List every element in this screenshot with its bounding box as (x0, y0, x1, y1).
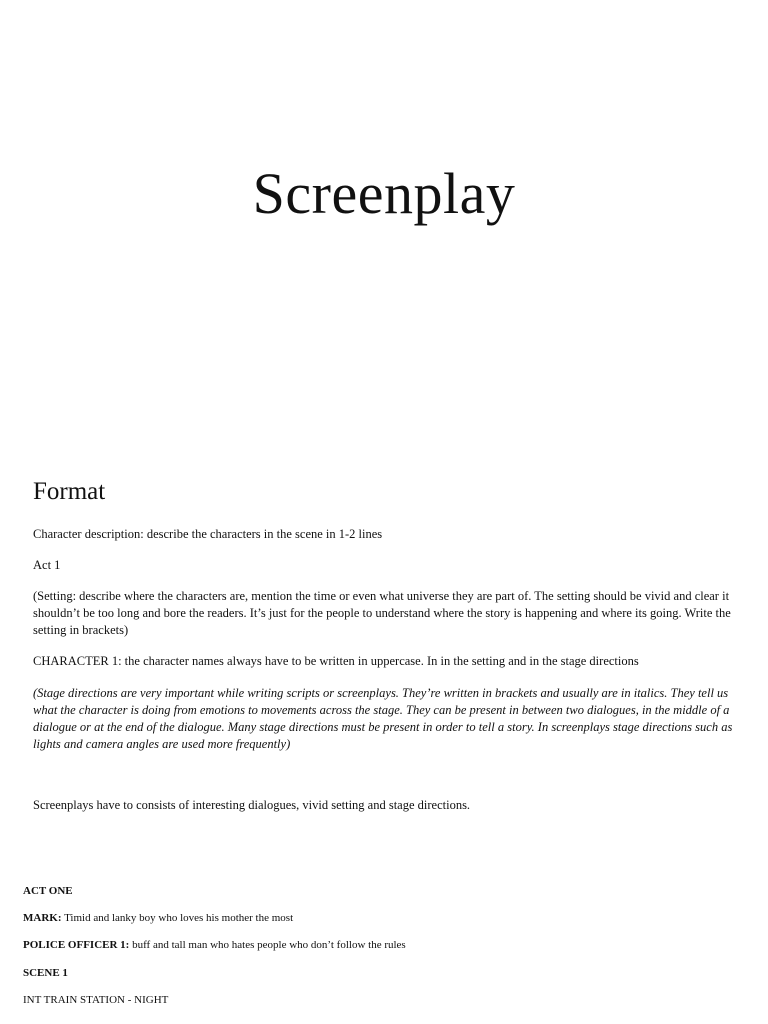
character-line-police-officer (23, 938, 743, 952)
character-line-mark (23, 911, 743, 925)
character-description-text: Character description: describe the characters in the scene in 1-2 lines (33, 527, 383, 541)
summary-text: Screenplays have to consists of interesting dialogues, vivid setting and stage directions. (33, 798, 471, 812)
stage-directions-text: (Stage directions are very important while writing scripts or screenplays. They’re written in brackets and usually are in italics. They tell us what the character is doing from emotions to movements across the stage. They can be present in between two dialogues, in the middle of a dialogue or at the end of the dialogue. Many stage directions must be present in order to tell a story. In screenplays stage directions such as lights and camera angles are used more frequently) (33, 686, 733, 751)
page-title: Screenplay (252, 161, 516, 226)
act-label: Act 1 (33, 558, 61, 572)
act-heading: ACT ONE (23, 885, 73, 897)
scene-heading: SCENE 1 (23, 967, 68, 979)
format-heading: Format (33, 478, 106, 505)
scene-setting: INT TRAIN STATION - NIGHT (23, 994, 169, 1006)
character-description: Timid and lanky boy who loves his mother the most (64, 912, 294, 924)
character-name: MARK: (23, 912, 62, 924)
setting-text: (Setting: describe where the characters are, mention the time or even what universe they are part of. The setting should be vivid and clear it shouldn’t be too long and bore the readers. It’s just for the people to understand where the story is happening and where its going. Write the setting in brackets) (33, 589, 731, 637)
character-description: buff and tall man who hates people who don’t follow the rules (132, 939, 406, 951)
character-text: CHARACTER 1: the character names always have to be written in uppercase. In in the setting and in the stage directions (33, 654, 639, 668)
character-name: POLICE OFFICER 1: (23, 939, 130, 951)
